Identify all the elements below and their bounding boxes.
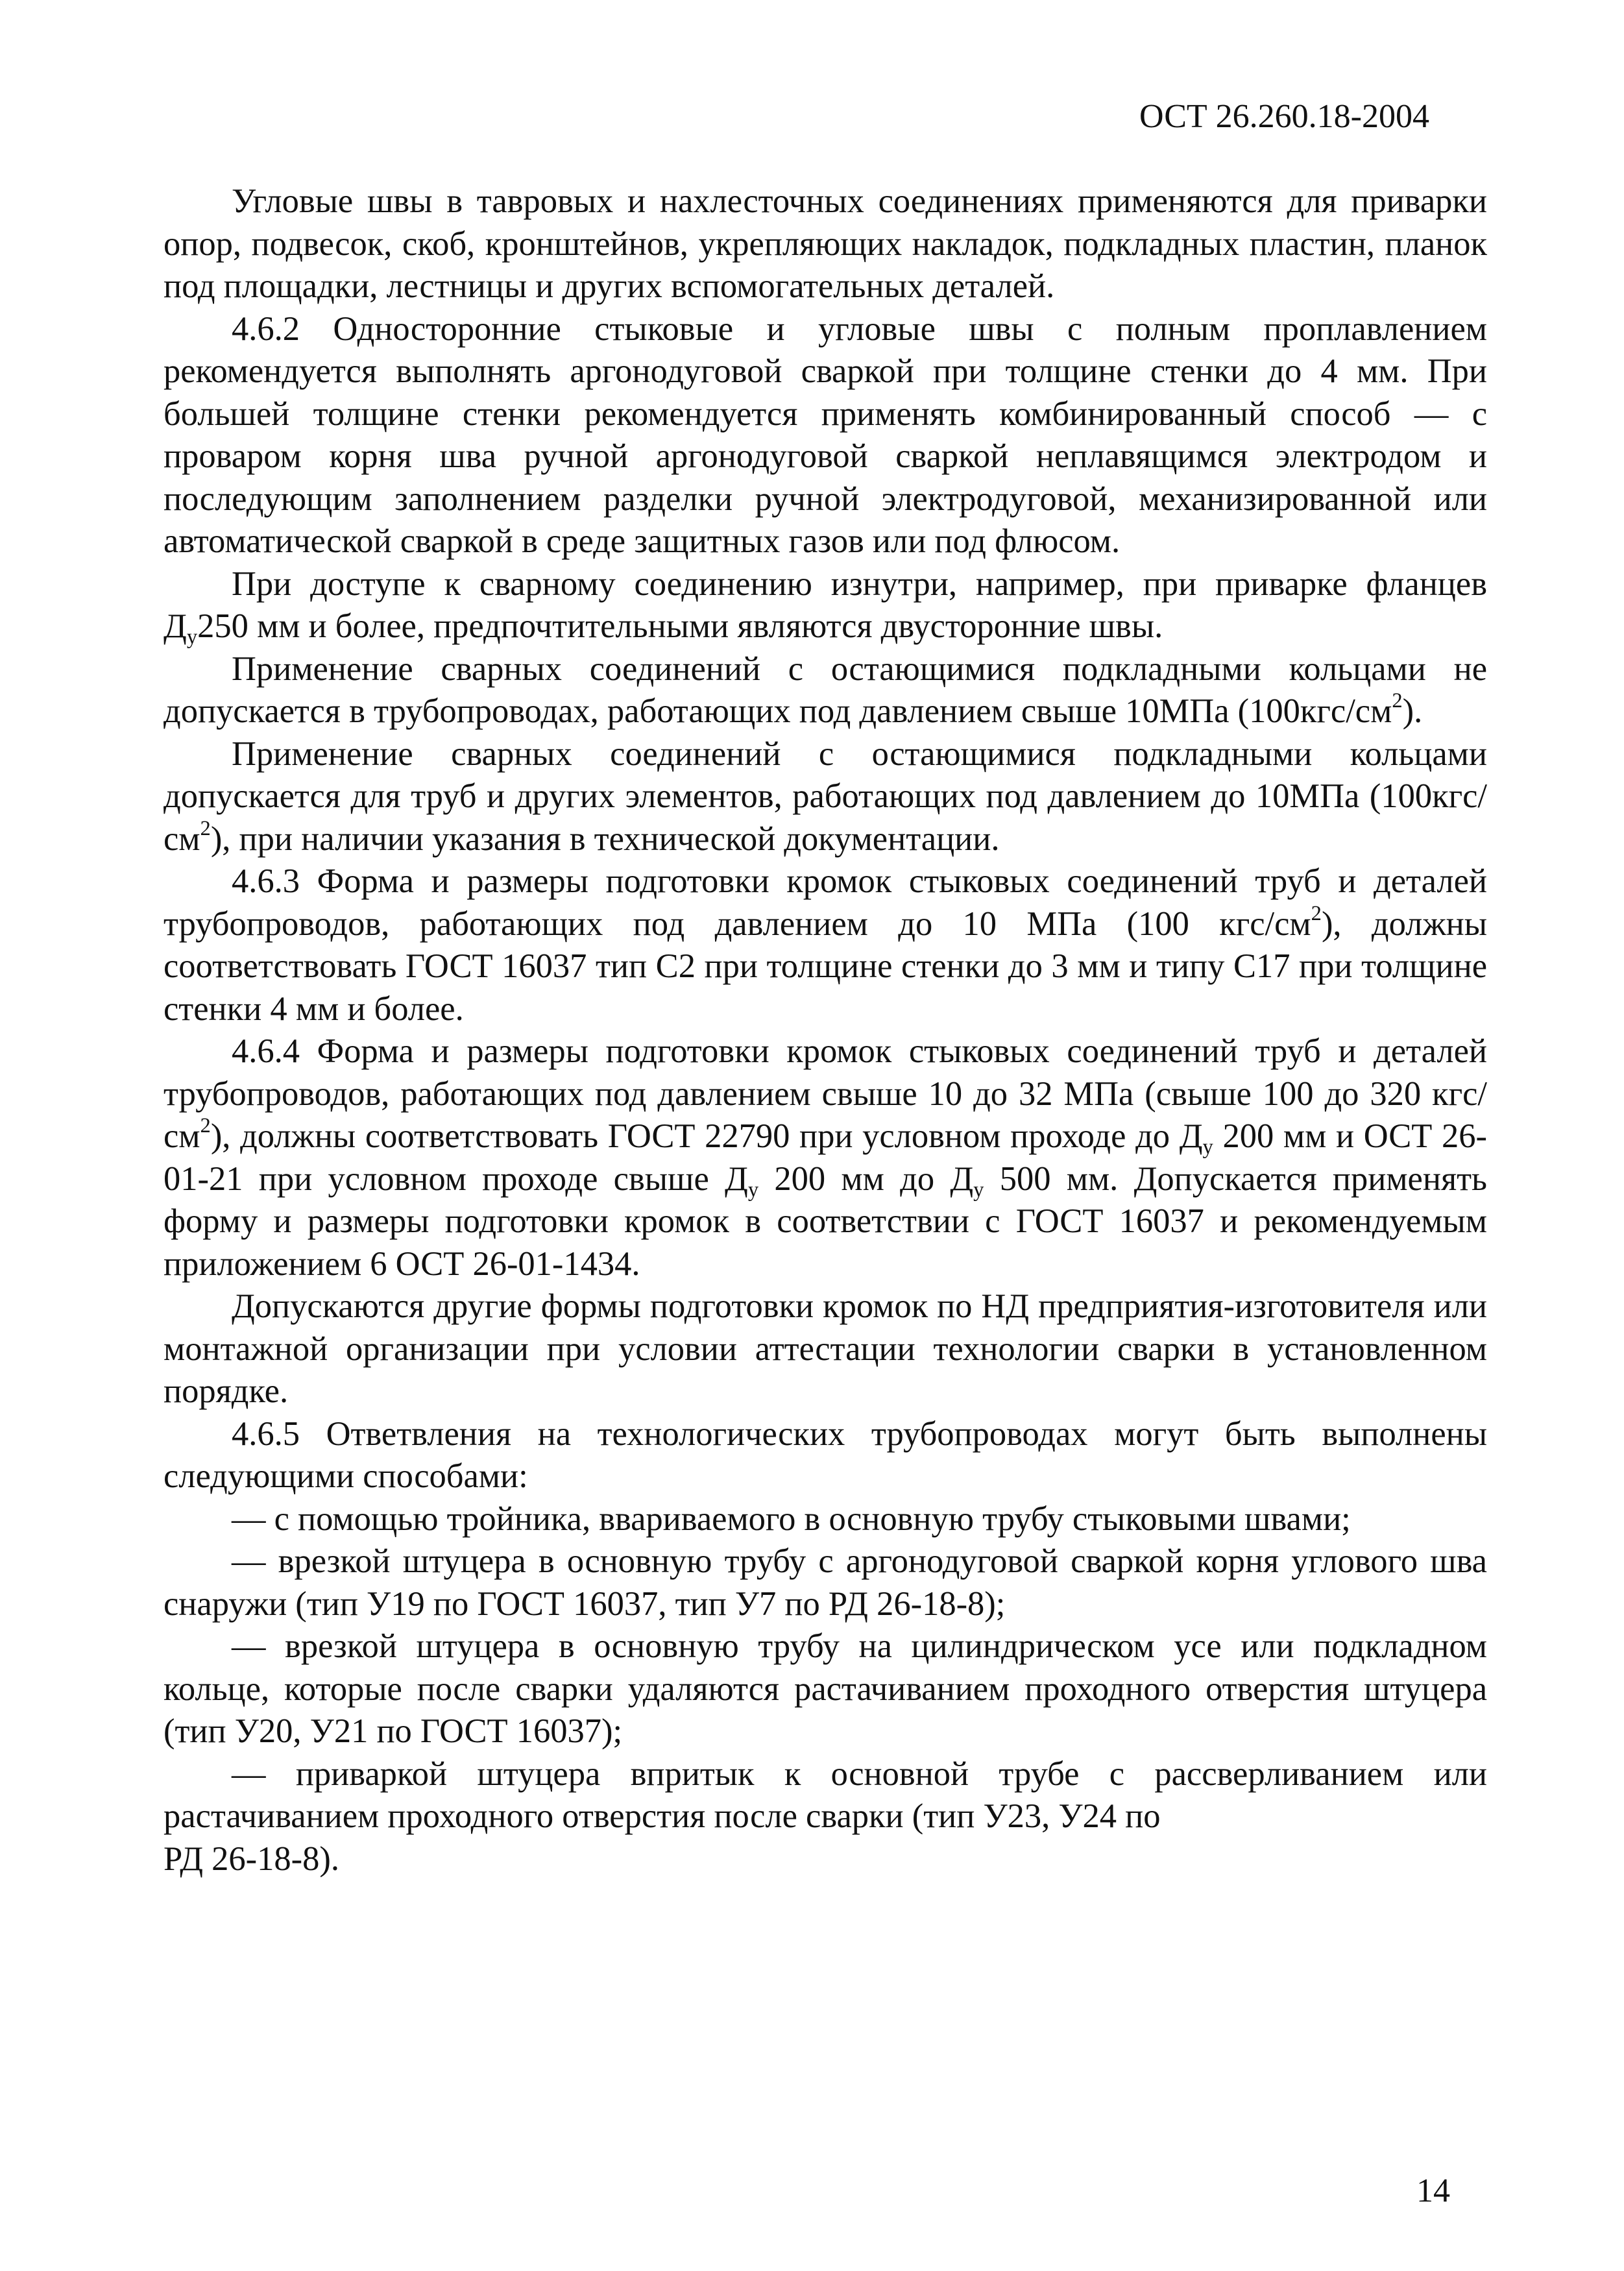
- list-item-nozzle-ring: — врезкой штуцера в основную трубу на цилиндрическом усе или подкладном кольце, которые после сварки удаляются растачиванием проходного отверстия штуцера (тип У20, У21 по ГОСТ 16037);: [164, 1627, 1487, 1750]
- paragraph-4-6-4: [164, 1030, 1487, 1285]
- superscript: 2: [1311, 901, 1322, 925]
- text-run: ).: [1402, 692, 1423, 730]
- text-run: 4.6.3 Форма и размеры подготовки кромок стыковых соединений труб и деталей трубопроводов, работающих под давлением до 10 МПа (100 кгс/см: [164, 862, 1487, 943]
- paragraph-fillet-welds: Угловые швы в тавровых и нахлесточных соединениях применяются для приварки опор, подвесок, скоб, кронштейнов, укрепляющих накладок, подкладных пластин, планок под площадки, лестницы и других вспомогательных деталей.: [164, 182, 1487, 305]
- paragraph-internal-access: [164, 563, 1487, 648]
- list-item-continuation: РД 26-18-8).: [164, 1840, 340, 1878]
- paragraph-backing-rings-not-allowed: [164, 648, 1487, 733]
- list-item-nozzle-butt: — приваркой штуцера впритык к основной трубе с рассверливанием или растачиванием проходного отверстия после сварки (тип У23, У24 по: [164, 1755, 1487, 1835]
- list-item-nozzle-argon: — врезкой штуцера в основную трубу с аргонодуговой сваркой корня углового шва снаружи (тип У19 по ГОСТ 16037, тип У7 по РД 26-18-8);: [164, 1542, 1487, 1623]
- subscript: у: [747, 1178, 759, 1202]
- text-run: 500 мм. Допускается применять форму и размеры подготовки кромок в соответствии с ГОСТ 16037 и рекомендуемым приложением 6 ОСТ 26-01-1434.: [164, 1160, 1487, 1283]
- superscript: 2: [200, 816, 211, 840]
- document-body: [164, 180, 1487, 1880]
- document-code-header: ОСТ 26.260.18-2004: [1139, 98, 1429, 135]
- superscript: 2: [200, 1114, 211, 1138]
- paragraph-other-edge-forms: Допускаются другие формы подготовки кромок по НД предприятия-изготовителя или монтажной организации при условии аттестации технологии сварки в установленном порядке.: [164, 1287, 1487, 1410]
- text-run: 200 мм до Д: [758, 1160, 974, 1198]
- text-run: ), должны соответствовать ГОСТ 22790 при условном проходе до Д: [210, 1117, 1203, 1155]
- text-run: Применение сварных соединений с остающимися подкладными кольцами допускается для труб и других элементов, работающих под давлением до 10МПа (100кгс/см: [164, 735, 1487, 858]
- page-number: 14: [1416, 2172, 1450, 2209]
- paragraph-4-6-5: 4.6.5 Ответвления на технологических трубопроводах могут быть выполнены следующими способами:: [164, 1415, 1487, 1495]
- subscript: у: [186, 625, 198, 649]
- text-run: При доступе к сварному соединению изнутри, например, при приварке фланцев Д: [164, 565, 1487, 645]
- text-run: 4.6.4 Форма и размеры подготовки кромок стыковых соединений труб и деталей трубопроводов, работающих под давлением свыше 10 до 32 МПа (свыше 100 до 320 кгс/см: [164, 1032, 1487, 1155]
- paragraph-4-6-2: 4.6.2 Односторонние стыковые и угловые швы с полным проплавлением рекомендуется выполнять аргонодуговой сваркой при толщине стенки до 4 мм. При большей толщине стенки рекомендуется применять комбинированный способ — с проваром корня шва ручной аргонодуговой сваркой неплавящимся электродом и последующим заполнением разделки ручной электродуговой, механизированной или автоматической сваркой в среде защитных газов или под флюсом.: [164, 310, 1487, 560]
- text-run: ), при наличии указания в технической документации.: [210, 820, 1000, 858]
- list-item-tee: — с помощью тройника, ввариваемого в основную трубу стыковыми швами;: [232, 1500, 1351, 1538]
- superscript: 2: [1392, 689, 1403, 713]
- paragraph-4-6-3: [164, 860, 1487, 1030]
- paragraph-backing-rings-allowed: [164, 733, 1487, 861]
- text-run: 200 мм и ОСТ 26-01-21 при условном проходе свыше Д: [164, 1117, 1487, 1198]
- text-run: 250 мм и более, предпочтительными являются двусторонние швы.: [197, 607, 1163, 645]
- text-run: ), должны соответствовать ГОСТ 16037 тип С2 при толщине стенки до 3 мм и типу С17 при толщине стенки 4 мм и более.: [164, 905, 1487, 1028]
- subscript: у: [1202, 1135, 1213, 1159]
- subscript: у: [973, 1178, 984, 1202]
- text-run: Применение сварных соединений с остающимися подкладными кольцами не допускается в трубопроводах, работающих под давлением свыше 10МПа (100кгс/см: [164, 650, 1487, 730]
